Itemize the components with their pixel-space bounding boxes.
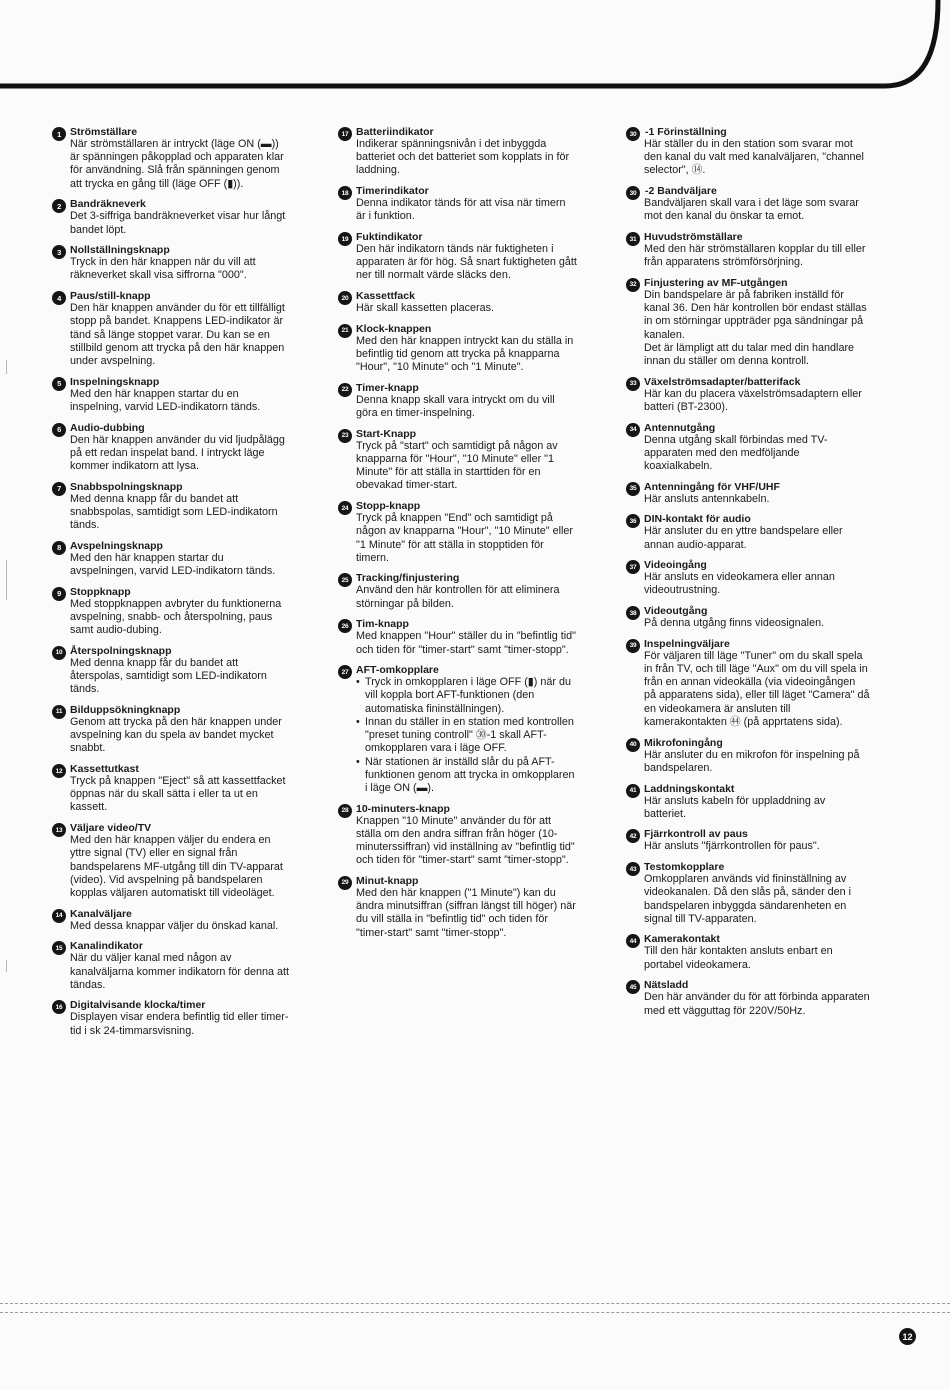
item-title [70, 704, 290, 716]
item-number-badge: 24 [338, 501, 352, 515]
item-description [356, 512, 578, 565]
item-description [70, 302, 290, 368]
item-title-text: Nätsladd [644, 979, 689, 992]
item-number-badge: 34 [626, 423, 640, 437]
item-title [644, 126, 870, 138]
item-title [70, 586, 290, 598]
legend-item [338, 382, 578, 420]
item-title [644, 231, 870, 243]
item-title [356, 572, 578, 584]
item-description [356, 630, 578, 656]
item-number-badge: 41 [626, 784, 640, 798]
item-paragraph: Denna indikator tänds för att visa när timern är i funktion. [356, 197, 566, 223]
legend-item [626, 513, 870, 551]
legend-item [626, 828, 870, 853]
item-title [644, 422, 870, 434]
item-paragraph: Bandväljaren skall vara i det läge som svarar mot den kanal du önskar ta emot. [644, 197, 859, 223]
item-title-text: Återspolningsknapp [70, 644, 172, 657]
item-bullet: • Tryck in omkopplaren i läge OFF (▮) när du vill koppla bort AFT-funktionen (den automatiska fininställningen). [356, 676, 578, 716]
legend-item [626, 277, 870, 368]
item-description [356, 302, 578, 315]
legend-item [626, 605, 870, 630]
item-number-badge: 19 [338, 232, 352, 246]
item-paragraph: Med denna knapp får du bandet att återspolas, samtidigt som LED-indikatorn tänds. [70, 656, 267, 696]
item-title [356, 428, 578, 440]
item-number-badge: 44 [626, 934, 640, 948]
item-paragraph: För väljaren till läge "Tuner" om du skall spela in från TV, och till läge "Aux" om du vill spela in från en annan videokälla (via videoingången på apparatens sida), eller till läget "Camera" då en videokamera är ansluten till kamerakontakten ㊹ (på apprtatens sida). [644, 649, 870, 728]
legend-item [626, 933, 870, 971]
top-frame-decoration [0, 0, 942, 90]
item-title-text: Audio-dubbing [70, 421, 145, 434]
item-title-suffix: -1 [645, 126, 655, 138]
item-title [70, 822, 290, 834]
item-title-text: Minut-knapp [356, 874, 419, 887]
item-title [70, 126, 290, 138]
item-description [356, 887, 578, 940]
item-paragraph: Här ansluter du en yttre bandspelare eller annan audio-apparat. [644, 525, 843, 551]
item-paragraph: Den här knappen använder du för ett tillfälligt stopp på bandet. Knappens LED-indikator är tänd så länge stoppet varar. Du kan se en stillbild genom att trycka på den här knappen under avspelning. [70, 302, 285, 367]
item-paragraph: Den här använder du för att förbinda apparaten med ett vägguttag för 220V/50Hz. [644, 991, 870, 1017]
item-title [356, 803, 578, 815]
item-title [644, 979, 870, 991]
item-title-text: Kassettfack [356, 290, 415, 303]
item-description [356, 584, 578, 610]
margin-mark [6, 560, 7, 600]
item-title-suffix: -2 [645, 185, 655, 198]
item-paragraph: Här ansluts en videokamera eller annan videoutrustning. [644, 571, 835, 597]
item-title [644, 861, 870, 873]
item-description [644, 525, 870, 551]
legend-item [338, 290, 578, 315]
item-description [356, 394, 578, 420]
item-title-text: Videoingång [644, 559, 707, 572]
item-title [70, 540, 290, 552]
item-number-badge: 20 [338, 291, 352, 305]
item-number-badge: 25 [338, 573, 352, 587]
legend-item [52, 908, 290, 933]
item-number-badge: 42 [626, 829, 640, 843]
item-description [70, 1011, 290, 1037]
item-number-badge: 26 [338, 619, 352, 633]
item-title [70, 198, 290, 210]
item-description [356, 440, 578, 493]
item-paragraph: Med den här knappen startar du en inspelning, varvid LED-indikatorn tänds. [70, 387, 261, 413]
legend-item [52, 822, 290, 900]
legend-item [338, 618, 578, 656]
item-number-badge: 5 [52, 377, 66, 391]
legend-item [338, 664, 578, 795]
legend-item [626, 638, 870, 729]
item-description [644, 945, 870, 971]
item-title-text: Paus/still-knapp [70, 290, 151, 303]
item-number-badge: 32 [626, 278, 640, 292]
item-title [356, 618, 578, 630]
legend-item [626, 126, 870, 178]
legend-item [52, 763, 290, 815]
item-title-text: Start-Knapp [356, 427, 417, 440]
item-title [356, 290, 578, 302]
item-number-badge: 27 [338, 665, 352, 679]
item-title-text: Laddningskontakt [644, 782, 735, 795]
item-number-badge: 21 [338, 324, 352, 338]
item-title [644, 513, 870, 525]
item-number-badge: 14 [52, 909, 66, 923]
item-number-badge: 31 [626, 232, 640, 246]
item-number-badge: 37 [626, 560, 640, 574]
item-paragraph: Här ställer du in den station som svarar mot den kanal du valt med kanalväljaren, "channel selector", ⑭. [644, 138, 864, 177]
item-number-badge: 18 [338, 186, 352, 200]
item-description [70, 388, 290, 414]
item-title-text: Videoutgång [644, 605, 708, 618]
item-title-text: Stoppknapp [70, 585, 131, 598]
item-title-text: Väljare video/TV [70, 822, 152, 835]
footer-rule [0, 1303, 950, 1304]
item-title [644, 783, 870, 795]
item-title-text: Strömställare [70, 126, 138, 138]
column-3 [626, 126, 870, 1025]
legend-item [338, 231, 578, 283]
item-description [70, 138, 290, 191]
legend-item [338, 500, 578, 565]
item-title [644, 638, 870, 650]
legend-item [52, 940, 290, 992]
item-title [644, 605, 870, 617]
item-number-badge: 38 [626, 606, 640, 620]
item-description [356, 243, 578, 283]
item-title-text: Stopp-knapp [356, 500, 421, 513]
item-paragraph: Med den här knappen ("1 Minute") kan du ändra minutsiffran (siffran längst till höger) när du vill ställa in "befintlig tid" och tiden för "timer-start" samt "timer-stopp". [356, 886, 576, 939]
item-title-text: Timerindikator [356, 185, 429, 198]
item-description [70, 493, 290, 533]
legend-item [52, 586, 290, 638]
item-title-text: Antenningång för VHF/UHF [644, 480, 780, 493]
item-paragraph: Med den här knappen intryckt kan du ställa in befintlig tid genom att trycka på knapparna "Hour", "10 Minute" och "1 Minute". [356, 334, 574, 374]
legend-item [52, 126, 290, 191]
item-title [356, 323, 578, 335]
item-title-text: Finjustering av MF-utgången [644, 276, 788, 289]
item-paragraph: Med denna knapp får du bandet att snabbspolas, samtidigt som LED-indikatorn tänds. [70, 492, 278, 532]
item-title [70, 999, 290, 1011]
item-paragraph: Din bandspelare är på fabriken inställd för kanal 36. Den här kontrollen bör endast ställas in om störningar uppträder pga sändningar på kanalen. [644, 288, 867, 341]
item-title [70, 645, 290, 657]
item-number-badge: 36 [626, 514, 640, 528]
item-description [644, 991, 870, 1017]
legend-item [52, 704, 290, 756]
item-title [356, 500, 578, 512]
item-number-badge: 1 [52, 127, 66, 141]
item-description [70, 552, 290, 578]
item-number-badge: 45 [626, 980, 640, 994]
item-paragraph: Denna knapp skall vara intryckt om du vill göra en timer-inspelning. [356, 393, 555, 420]
item-title [70, 908, 290, 920]
item-description [70, 775, 290, 815]
legend-item [626, 376, 870, 414]
legend-item [338, 126, 578, 178]
item-paragraph: Tryck på knappen "Eject" så att kassettfacket öppnas när du skall sätta i eller ta ut en kassett. [70, 775, 286, 814]
item-paragraph: Här ansluts antennkabeln. [644, 492, 770, 505]
item-description [70, 834, 290, 900]
item-title-text: Inspelningsknapp [70, 375, 160, 388]
item-paragraph: Tryck in den här knappen när du vill att räkneverket skall visa siffrorna "000". [70, 256, 256, 282]
item-paragraph: Här skall kassetten placeras. [356, 302, 495, 315]
item-title-text: Inspelningväljare [644, 637, 730, 650]
item-title [644, 185, 870, 197]
item-description [644, 617, 870, 630]
item-description [70, 210, 290, 236]
item-description [356, 676, 578, 795]
item-bullet: • När stationen är inställd slår du på AFT-funktionen genom att trycka in omkopplaren i läge ON (▬). [356, 756, 578, 796]
item-title [356, 664, 578, 676]
legend-item [338, 803, 578, 868]
legend-item [338, 875, 578, 940]
item-number-badge: 4 [52, 291, 66, 305]
item-title-text: 10-minuters-knapp [356, 802, 450, 815]
item-title [644, 376, 870, 388]
item-description [70, 657, 290, 697]
item-paragraph: Det är lämpligt att du talar med din handlare innan du ställer om denna kontroll. [644, 341, 855, 367]
item-description [644, 388, 870, 414]
legend-item [626, 481, 870, 506]
legend-item [626, 422, 870, 474]
item-title [70, 376, 290, 388]
item-title-text: Bandväljare [657, 185, 717, 198]
item-title [644, 828, 870, 840]
item-paragraph: Här ansluts "fjärrkontrollen för paus". [644, 840, 820, 853]
legend-item [52, 290, 290, 368]
item-number-badge: 30 [626, 186, 640, 200]
margin-mark [6, 360, 7, 374]
item-paragraph: Använd den här kontrollen för att eliminera störningar på bilden. [356, 584, 560, 610]
item-number-badge: 28 [338, 804, 352, 818]
footer-rule [0, 1312, 950, 1313]
item-paragraph: Knappen "10 Minute" använder du för att ställa om den andra siffran från höger (10-minuterssiffran) vid inställning av "befintlig tid" och tiden för "timer-start" samt "timer-stopp". [356, 814, 575, 867]
item-paragraph: Tryck på knappen "End" och samtidigt på någon av knapparna "Hour", "10 Minute" eller "1 Minute" för att ställa in stopptiden för timern. [356, 512, 574, 564]
item-title [70, 422, 290, 434]
item-title-text: Kassettutkast [70, 763, 139, 775]
item-title-text: Digitalvisande klocka/timer [70, 999, 206, 1012]
item-description [644, 289, 870, 368]
item-paragraph: Genom att trycka på den här knappen under avspelning kan du spela av bandet mycket snabbt. [70, 715, 282, 755]
item-title [644, 277, 870, 289]
item-description [644, 493, 870, 506]
legend-item [626, 979, 870, 1017]
legend-item [338, 323, 578, 375]
item-description [644, 434, 870, 474]
item-title-text: Batteriindikator [356, 126, 434, 138]
item-number-badge: 43 [626, 862, 640, 876]
item-title-text: Avspelningsknapp [70, 539, 163, 552]
item-paragraph: Den här knappen använder du vid ljudpålägg på ett redan inspelat band. I intryckt läge kommer indikatorn att lysa. [70, 433, 285, 472]
item-number-badge: 39 [626, 639, 640, 653]
item-number-badge: 10 [52, 646, 66, 660]
item-number-badge: 33 [626, 377, 640, 391]
item-title-text: Tracking/finjustering [356, 572, 460, 585]
legend-item [52, 540, 290, 578]
item-description [644, 650, 870, 729]
item-title [356, 185, 578, 197]
legend-item [52, 244, 290, 282]
item-title-text: Bilduppsökningknapp [70, 703, 181, 716]
item-title [70, 763, 290, 775]
item-title-text: Bandräkneverk [70, 198, 146, 211]
item-description [70, 952, 290, 992]
item-number-badge: 11 [52, 705, 66, 719]
item-title [70, 940, 290, 952]
item-paragraph: Det 3-siffriga bandräkneverket visar hur långt bandet löpt. [70, 210, 286, 236]
item-paragraph: Med stoppknappen avbryter du funktionerna avspelning, snabb- och återspolning, paus samt audio-dubing. [70, 597, 282, 637]
item-number-badge: 30 [626, 127, 640, 141]
item-description [70, 256, 290, 282]
item-number-badge: 8 [52, 541, 66, 555]
legend-item [626, 231, 870, 269]
item-paragraph: Den här indikatorn tänds när fuktigheten i apparaten är för hög. Så snart fuktigheten gått ner till normalt värde släcks den. [356, 243, 577, 282]
item-title-text: Testomkopplare [644, 861, 725, 874]
item-description [356, 335, 578, 375]
item-paragraph: Här kan du placera växelströmsadaptern eller batteri (BT-2300). [644, 387, 862, 413]
item-description [70, 716, 290, 756]
item-description [644, 873, 870, 926]
item-paragraph: Med den här knappen startar du avspelningen, varvid LED-indikatorn tänds. [70, 551, 276, 577]
margin-mark [6, 960, 7, 972]
item-title-text: Timer-knapp [356, 381, 419, 394]
item-number-badge: 22 [338, 383, 352, 397]
item-title-text: Växelströmsadapter/batterifack [644, 375, 801, 388]
item-title-text: Tim-knapp [356, 618, 409, 631]
legend-item [338, 572, 578, 610]
item-paragraph: Tryck på "start" och samtidigt på någon av knapparna för "Hour", "10 Minute" eller "1 Minute" för att ställa in starttiden för en obevakad timer-start. [356, 439, 558, 492]
legend-item [52, 198, 290, 236]
page-number: 12 [899, 1328, 916, 1345]
item-description [644, 749, 870, 775]
item-paragraph: Denna utgång skall förbindas med TV-apparaten med den medföljande koaxialkabeln. [644, 433, 828, 472]
item-title-text: Förinställning [657, 126, 727, 138]
item-title-text: Antennutgång [644, 421, 716, 434]
item-title-text: Kanalväljare [70, 907, 132, 920]
item-description [644, 197, 870, 223]
item-paragraph: Med den här strömställaren kopplar du till eller från apparatens strömförsörjning. [644, 243, 866, 269]
item-number-badge: 12 [52, 764, 66, 778]
item-title-text: Huvudströmställare [644, 231, 743, 244]
item-title-text: Mikrofoningång [644, 736, 723, 749]
item-title [356, 382, 578, 394]
item-paragraph: Displayen visar endera befintlig tid eller timer-tid i sk 24-timmarsvisning. [70, 1011, 289, 1037]
item-paragraph: Här ansluts kabeln för uppladdning av batteriet. [644, 794, 826, 820]
item-title-text: DIN-kontakt för audio [644, 513, 751, 526]
item-description [644, 840, 870, 853]
item-title-text: Klock-knappen [356, 322, 432, 335]
legend-item [626, 861, 870, 926]
item-title [644, 481, 870, 493]
legend-item [338, 185, 578, 223]
item-title [644, 737, 870, 749]
item-number-badge: 17 [338, 127, 352, 141]
item-description [644, 138, 870, 178]
item-number-badge: 2 [52, 199, 66, 213]
item-paragraph: När strömställaren är intryckt (läge ON (▬)) är spänningen påkopplad och apparaten klar för användning. Slå från spänningen genom att trycka en gång till (läge OFF (▮)). [70, 138, 284, 190]
item-description [644, 243, 870, 269]
legend-item [52, 645, 290, 697]
item-number-badge: 15 [52, 941, 66, 955]
item-number-badge: 7 [52, 482, 66, 496]
item-description [70, 434, 290, 474]
item-paragraph: Till den här kontakten ansluts enbart en portabel videokamera. [644, 945, 833, 971]
legend-item [52, 376, 290, 414]
item-paragraph: Omkopplaren används vid fininställning av videokanalen. Då den slås på, sänder den i bandspelaren inbyggda sändarenheten en signal till TV-apparaten. [644, 873, 852, 925]
item-title-text: Fjärrkontroll av paus [644, 828, 748, 841]
item-description [356, 197, 578, 223]
legend-item [626, 737, 870, 775]
item-paragraph: När du väljer kanal med någon av kanalväljarna kommer indikatorn för denna att tändas. [70, 952, 290, 991]
item-description [70, 920, 290, 933]
item-title [70, 481, 290, 493]
item-paragraph: Här ansluter du en mikrofon för inspelning på bandspelaren. [644, 748, 860, 774]
item-title-text: Kanalindikator [70, 940, 143, 953]
legend-item [52, 999, 290, 1037]
item-number-badge: 40 [626, 738, 640, 752]
item-title [356, 231, 578, 243]
item-title [356, 875, 578, 887]
item-number-badge: 29 [338, 876, 352, 890]
item-description [356, 815, 578, 868]
item-title-text: Nollställningsknapp [70, 244, 170, 257]
legend-item [626, 185, 870, 223]
column-1 [52, 126, 290, 1045]
item-number-badge: 6 [52, 423, 66, 437]
item-description [356, 138, 578, 178]
item-title [644, 559, 870, 571]
item-number-badge: 35 [626, 482, 640, 496]
item-title-text: Snabbspolningsknapp [70, 480, 183, 493]
item-bullet: • Innan du ställer in en station med kontrollen "preset tuning controll" ㉚-1 skall AFT-omkopplaren vara i läge OFF. [356, 716, 578, 756]
item-description [644, 571, 870, 597]
item-title [356, 126, 578, 138]
item-number-badge: 23 [338, 429, 352, 443]
legend-item [626, 559, 870, 597]
item-paragraph: Med den här knappen väljer du endera en yttre signal (TV) eller en signal från bandspelarens MF-utgång till din TV-apparat (video). Vid avspelning på bandspelaren kopplas väljaren automatiskt till videoläget. [70, 834, 283, 899]
item-title [70, 290, 290, 302]
item-title-text: AFT-omkopplare [356, 664, 439, 677]
item-paragraph: Med knappen "Hour" ställer du in "befintlig tid" och tiden för "timer-start" samt "timer-stopp". [356, 630, 576, 656]
item-paragraph: På denna utgång finns videosignalen. [644, 617, 825, 630]
legend-item [52, 422, 290, 474]
item-number-badge: 16 [52, 1000, 66, 1014]
column-2 [338, 126, 578, 947]
item-title-text: Kamerakontakt [644, 933, 720, 946]
item-paragraph: Indikerar spänningsnivån i det inbyggda batteriet och det batteriet som kopplats in för laddning. [356, 138, 570, 177]
item-number-badge: 13 [52, 823, 66, 837]
item-title [70, 244, 290, 256]
legend-item [338, 428, 578, 493]
legend-item [52, 481, 290, 533]
item-number-badge: 9 [52, 587, 66, 601]
item-number-badge: 3 [52, 245, 66, 259]
item-paragraph: Med dessa knappar väljer du önskad kanal. [70, 919, 279, 932]
item-description [644, 795, 870, 821]
legend-item [626, 783, 870, 821]
item-title-text: Fuktindikator [356, 231, 423, 244]
item-description [70, 598, 290, 638]
item-title [644, 933, 870, 945]
